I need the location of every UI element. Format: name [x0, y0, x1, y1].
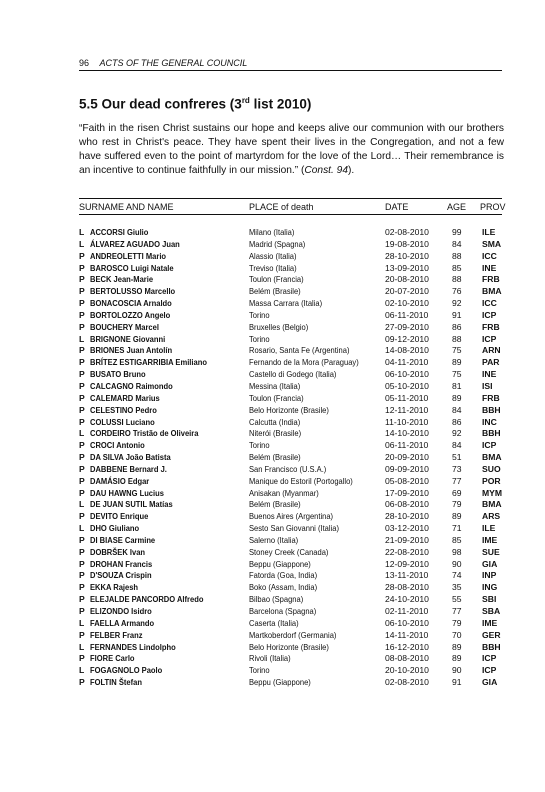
date-cell: 24-10-2010: [385, 594, 429, 605]
name-cell: FELBER Franz: [90, 629, 143, 640]
prov-cell: GER: [482, 629, 501, 640]
age-cell: 86: [452, 416, 462, 427]
name-cell: CALCAGNO Raimondo: [90, 380, 173, 391]
page-number: 96: [79, 58, 90, 68]
age-cell: 92: [452, 428, 462, 439]
table-row: [79, 452, 502, 464]
rank-cell: P: [79, 570, 85, 581]
place-cell: Madrid (Spagna): [249, 238, 306, 249]
prov-cell: ARS: [482, 511, 501, 522]
age-cell: 85: [452, 262, 462, 273]
prov-cell: BMA: [482, 499, 502, 510]
date-cell: 14-08-2010: [385, 345, 429, 356]
date-cell: 11-10-2010: [385, 416, 429, 427]
date-cell: 09-09-2010: [385, 463, 429, 474]
date-cell: 28-08-2010: [385, 582, 429, 593]
table-row: [79, 665, 502, 677]
age-cell: 51: [452, 452, 462, 463]
age-cell: 69: [452, 487, 462, 498]
name-cell: DEVITO Enrique: [90, 511, 149, 522]
header-rule: [79, 70, 502, 71]
name-cell: DA SILVA João Batista: [90, 452, 171, 463]
name-cell: DROHAN Francis: [90, 558, 153, 569]
place-cell: Treviso (Italia): [249, 262, 297, 273]
table-row: [79, 417, 502, 429]
rank-cell: P: [79, 677, 85, 688]
age-cell: 89: [452, 653, 462, 664]
name-cell: COLUSSI Luciano: [90, 416, 155, 427]
confreres-table-body: [79, 227, 502, 689]
place-cell: Rosario, Santa Fe (Argentina): [249, 345, 350, 356]
place-cell: Bruxelles (Belgio): [249, 321, 309, 332]
table-row: [79, 334, 502, 346]
name-cell: BRIONES Juan Antolín: [90, 345, 173, 356]
table-row: [79, 440, 502, 452]
date-cell: 05-10-2010: [385, 380, 429, 391]
age-cell: 70: [452, 629, 462, 640]
place-cell: Messina (Italia): [249, 380, 301, 391]
place-cell: Castello di Godego (Italia): [249, 369, 337, 380]
date-cell: 16-12-2010: [385, 641, 429, 652]
table-row: [79, 511, 502, 523]
name-cell: DE JUAN SUTIL Matías: [90, 499, 173, 510]
age-cell: 91: [452, 677, 462, 688]
place-cell: Torino: [249, 333, 270, 344]
place-cell: Rivoli (Italia): [249, 653, 291, 664]
table-row: [79, 322, 502, 334]
prov-cell: MYM: [482, 487, 503, 498]
place-cell: Belém (Brasile): [249, 286, 301, 297]
rank-cell: P: [79, 416, 85, 427]
prov-cell: ICP: [482, 653, 497, 664]
prov-cell: BBH: [482, 404, 501, 415]
age-cell: 84: [452, 238, 462, 249]
rank-cell: L: [79, 523, 85, 534]
place-cell: Belém (Brasile): [249, 452, 301, 463]
place-cell: Torino: [249, 665, 270, 676]
age-cell: 98: [452, 546, 462, 557]
prov-cell: ICP: [482, 665, 497, 676]
name-cell: BERTOLUSSO Marcello: [90, 286, 176, 297]
table-row: [79, 393, 502, 405]
place-cell: Niterói (Brasile): [249, 428, 302, 439]
date-cell: 08-08-2010: [385, 653, 429, 664]
prov-cell: INC: [482, 416, 497, 427]
rank-cell: P: [79, 475, 85, 486]
place-cell: Alassio (Italia): [249, 250, 297, 261]
date-cell: 20-10-2010: [385, 665, 429, 676]
prov-cell: SUE: [482, 546, 500, 557]
name-cell: FOLTIN Štefan: [90, 677, 142, 688]
table-row: [79, 381, 502, 393]
age-cell: 99: [452, 227, 462, 237]
running-title: ACTS OF THE GENERAL COUNCIL: [99, 58, 248, 68]
prov-cell: ICC: [482, 250, 497, 261]
table-row: [79, 357, 502, 369]
prov-cell: GIA: [482, 677, 498, 688]
rank-cell: L: [79, 227, 85, 237]
age-cell: 84: [452, 440, 462, 451]
date-cell: 03-12-2010: [385, 523, 429, 534]
table-row: [79, 677, 502, 689]
table-row: [79, 428, 502, 440]
name-cell: FIORE Carlo: [90, 653, 135, 664]
name-cell: BORTOLOZZO Angelo: [90, 309, 171, 320]
age-cell: 88: [452, 250, 462, 261]
prov-cell: SBI: [482, 594, 497, 605]
age-cell: 74: [452, 570, 462, 581]
date-cell: 04-11-2010: [385, 357, 429, 368]
table-row: [79, 251, 502, 263]
age-cell: 90: [452, 558, 462, 569]
place-cell: Belo Horizonte (Brasile): [249, 404, 329, 415]
date-cell: 06-08-2010: [385, 499, 429, 510]
name-cell: DABBENE Bernard J.: [90, 463, 167, 474]
age-cell: 88: [452, 274, 462, 285]
age-cell: 75: [452, 369, 462, 380]
rank-cell: P: [79, 594, 85, 605]
table-row: [79, 630, 502, 642]
name-cell: ELIZONDO Isidro: [90, 606, 152, 616]
table-row: [79, 559, 502, 571]
date-cell: 02-08-2010: [385, 677, 429, 688]
section-title-tail: list 2010): [249, 96, 312, 112]
place-cell: Anisakan (Myanmar): [249, 487, 319, 498]
prov-cell: ILE: [482, 227, 496, 237]
prov-cell: INE: [482, 262, 497, 273]
date-cell: 20-08-2010: [385, 274, 429, 285]
name-cell: BRIGNONE Giovanni: [90, 333, 166, 344]
running-header: [79, 58, 502, 68]
place-cell: Massa Carrara (Italia): [249, 298, 323, 309]
header-date: DATE: [385, 202, 409, 212]
date-cell: 20-07-2010: [385, 286, 429, 297]
table-row: [79, 488, 502, 500]
table-row: [79, 239, 502, 251]
rank-cell: P: [79, 452, 85, 463]
name-cell: CROCI Antonio: [90, 440, 145, 451]
section-title: [79, 96, 311, 112]
age-cell: 76: [452, 286, 462, 297]
place-cell: Salerno (Italia): [249, 534, 299, 545]
place-cell: Fatorda (Goa, India): [249, 570, 318, 581]
age-cell: 75: [452, 345, 462, 356]
age-cell: 77: [452, 475, 462, 486]
place-cell: Beppu (Giappone): [249, 558, 311, 569]
table-row: [79, 642, 502, 654]
rank-cell: P: [79, 345, 85, 356]
place-cell: Barcelona (Spagna): [249, 606, 317, 616]
name-cell: D'SOUZA Crispin: [90, 570, 152, 581]
place-cell: Milano (Italia): [249, 227, 295, 237]
name-cell: BONACOSCIA Arnaldo: [90, 298, 172, 309]
name-cell: EKKA Rajesh: [90, 582, 139, 593]
place-cell: Toulon (Francia): [249, 274, 304, 285]
date-cell: 02-08-2010: [385, 227, 429, 237]
place-cell: Toulon (Francia): [249, 392, 304, 403]
age-cell: 73: [452, 463, 462, 474]
rank-cell: P: [79, 653, 85, 664]
table-row: [79, 286, 502, 298]
name-cell: ÁLVAREZ AGUADO Juan: [90, 238, 180, 249]
rank-cell: P: [79, 274, 85, 285]
place-cell: Calcutta (India): [249, 416, 301, 427]
place-cell: Sesto San Giovanni (Italia): [249, 523, 339, 534]
date-cell: 22-08-2010: [385, 546, 429, 557]
table-row: [79, 274, 502, 286]
date-cell: 06-11-2010: [385, 309, 429, 320]
intro-paragraph: [79, 122, 504, 178]
rank-cell: P: [79, 309, 85, 320]
date-cell: 13-11-2010: [385, 570, 429, 581]
age-cell: 85: [452, 534, 462, 545]
prov-cell: BMA: [482, 286, 502, 297]
prov-cell: FRB: [482, 321, 500, 332]
age-cell: 90: [452, 665, 462, 676]
rank-cell: P: [79, 321, 85, 332]
place-cell: Buenos Aires (Argentina): [249, 511, 334, 522]
name-cell: DI BIASE Carmine: [90, 534, 156, 545]
name-cell: CORDEIRO Tristão de Oliveira: [90, 428, 199, 439]
age-cell: 79: [452, 499, 462, 510]
date-cell: 05-11-2010: [385, 392, 429, 403]
rank-cell: L: [79, 428, 85, 439]
date-cell: 06-11-2010: [385, 440, 429, 451]
table-header: [79, 198, 506, 215]
rank-cell: L: [79, 617, 85, 628]
prov-cell: INE: [482, 369, 497, 380]
rank-cell: P: [79, 357, 85, 368]
date-cell: 02-11-2010: [385, 606, 429, 616]
age-cell: 81: [452, 380, 462, 391]
name-cell: DAU HAWNG Lucius: [90, 487, 164, 498]
section-title-superscript: rd: [241, 96, 250, 105]
date-cell: 28-10-2010: [385, 511, 429, 522]
table-row: [79, 570, 502, 582]
header-prov: PROV: [480, 202, 506, 212]
name-cell: BAROSCO Luigi Natale: [90, 262, 174, 273]
table-row: [79, 227, 502, 239]
table-row: [79, 606, 502, 618]
rank-cell: L: [79, 333, 85, 344]
prov-cell: FRB: [482, 274, 500, 285]
name-cell: BECK Jean-Marie: [90, 274, 154, 285]
table-row: [79, 582, 502, 594]
header-age: AGE: [447, 202, 467, 212]
table-row: [79, 310, 502, 322]
age-cell: 89: [452, 357, 462, 368]
table-row: [79, 263, 502, 275]
header-place: PLACE of death: [249, 202, 314, 212]
rank-cell: P: [79, 487, 85, 498]
place-cell: Torino: [249, 440, 270, 451]
place-cell: Fernando de la Mora (Paraguay): [249, 357, 359, 368]
date-cell: 09-12-2010: [385, 333, 429, 344]
date-cell: 12-11-2010: [385, 404, 429, 415]
name-cell: DOBRŠEK Ivan: [90, 546, 146, 557]
table-row: [79, 523, 502, 535]
name-cell: DAMÁSIO Edgar: [90, 475, 150, 486]
age-cell: 84: [452, 404, 462, 415]
place-cell: Belo Horizonte (Brasile): [249, 641, 329, 652]
rank-cell: L: [79, 238, 85, 249]
name-cell: CALEMARD Marius: [90, 392, 160, 403]
rank-cell: P: [79, 380, 85, 391]
rank-cell: P: [79, 606, 85, 616]
table-row: [79, 594, 502, 606]
age-cell: 71: [452, 523, 462, 534]
rank-cell: P: [79, 404, 85, 415]
date-cell: 13-09-2010: [385, 262, 429, 273]
date-cell: 21-09-2010: [385, 534, 429, 545]
age-cell: 88: [452, 333, 462, 344]
rank-cell: P: [79, 369, 85, 380]
prov-cell: GIA: [482, 558, 498, 569]
table-row: [79, 369, 502, 381]
date-cell: 28-10-2010: [385, 250, 429, 261]
age-cell: 35: [452, 582, 462, 593]
header-name: SURNAME AND NAME: [79, 202, 174, 212]
prov-cell: ISI: [482, 380, 493, 391]
rank-cell: L: [79, 641, 85, 652]
rank-cell: L: [79, 665, 85, 676]
prov-cell: POR: [482, 475, 501, 486]
rank-cell: P: [79, 558, 85, 569]
date-cell: 19-08-2010: [385, 238, 429, 249]
name-cell: ANDREOLETTI Mario: [90, 250, 167, 261]
name-cell: CELESTINO Pedro: [90, 404, 157, 415]
rank-cell: P: [79, 582, 85, 593]
date-cell: 02-10-2010: [385, 298, 429, 309]
prov-cell: BMA: [482, 452, 502, 463]
rank-cell: P: [79, 250, 85, 261]
prov-cell: FRB: [482, 392, 500, 403]
name-cell: BOUCHERY Marcel: [90, 321, 159, 332]
name-cell: FOGAGNOLO Paolo: [90, 665, 163, 676]
prov-cell: ARN: [482, 345, 501, 356]
age-cell: 79: [452, 617, 462, 628]
table-row: [79, 653, 502, 665]
name-cell: ACCORSI Giulio: [90, 227, 149, 237]
rank-cell: P: [79, 629, 85, 640]
age-cell: 89: [452, 392, 462, 403]
rank-cell: P: [79, 463, 85, 474]
age-cell: 55: [452, 594, 462, 605]
name-cell: BRÍTEZ ESTIGARRIBIA Emiliano: [90, 357, 207, 368]
age-cell: 91: [452, 309, 462, 320]
rank-cell: P: [79, 440, 85, 451]
date-cell: 20-09-2010: [385, 452, 429, 463]
rank-cell: P: [79, 546, 85, 557]
prov-cell: SBA: [482, 606, 501, 616]
rank-cell: P: [79, 392, 85, 403]
prov-cell: ING: [482, 582, 498, 593]
table-row: [79, 464, 502, 476]
place-cell: Manique do Estoril (Portogallo): [249, 475, 353, 486]
intro-tail: ).: [347, 165, 355, 176]
date-cell: 06-10-2010: [385, 617, 429, 628]
name-cell: DHO Giuliano: [90, 523, 140, 534]
name-cell: FERNANDES Lindolpho: [90, 641, 176, 652]
rank-cell: L: [79, 499, 85, 510]
age-cell: 89: [452, 511, 462, 522]
name-cell: ELEJALDE PANCORDO Alfredo: [90, 594, 204, 605]
rank-cell: P: [79, 286, 85, 297]
date-cell: 14-10-2010: [385, 428, 429, 439]
table-row: [79, 476, 502, 488]
prov-cell: IME: [482, 534, 498, 545]
prov-cell: SUO: [482, 463, 501, 474]
prov-cell: ICP: [482, 440, 497, 451]
rank-cell: P: [79, 262, 85, 273]
age-cell: 92: [452, 298, 462, 309]
rank-cell: P: [79, 298, 85, 309]
table-row: [79, 298, 502, 310]
prov-cell: INP: [482, 570, 497, 581]
prov-cell: PAR: [482, 357, 500, 368]
date-cell: 14-11-2010: [385, 629, 429, 640]
table-row: [79, 345, 502, 357]
date-cell: 05-08-2010: [385, 475, 429, 486]
table-row: [79, 618, 502, 630]
prov-cell: BBH: [482, 428, 501, 439]
table-row: [79, 535, 502, 547]
table-row: [79, 499, 502, 511]
place-cell: Belém (Brasile): [249, 499, 301, 510]
prov-cell: ICP: [482, 333, 497, 344]
name-cell: BUSATO Bruno: [90, 369, 146, 380]
place-cell: Bilbao (Spagna): [249, 594, 304, 605]
date-cell: 17-09-2010: [385, 487, 429, 498]
place-cell: Torino: [249, 309, 270, 320]
place-cell: Martkoberdorf (Germania): [249, 629, 337, 640]
section-title-main: 5.5 Our dead confreres (3: [79, 96, 242, 112]
name-cell: FAELLA Armando: [90, 617, 155, 628]
place-cell: Boko (Assam, India): [249, 582, 318, 593]
rank-cell: P: [79, 511, 85, 522]
table-row: [79, 405, 502, 417]
place-cell: Caserta (Italia): [249, 617, 299, 628]
prov-cell: ICP: [482, 309, 497, 320]
place-cell: San Francisco (U.S.A.): [249, 463, 327, 474]
place-cell: Beppu (Giappone): [249, 677, 311, 688]
intro-citation: Const. 94: [304, 165, 348, 176]
prov-cell: ICC: [482, 298, 497, 309]
intro-quote: “Faith in the risen Christ sustains our hope and keeps alive our communion with our brothers who rest in Christ's peace. They have spent their lives in the Congregation, and not a few have suffered even to the point of martyrdom for the love of the Lord… Their remembrance is an incentive to continue faithfully in our mission.” (: [79, 123, 504, 176]
prov-cell: IME: [482, 617, 498, 628]
prov-cell: BBH: [482, 641, 501, 652]
date-cell: 12-09-2010: [385, 558, 429, 569]
age-cell: 89: [452, 641, 462, 652]
age-cell: 77: [452, 606, 462, 616]
date-cell: 06-10-2010: [385, 369, 429, 380]
place-cell: Stoney Creek (Canada): [249, 546, 329, 557]
prov-cell: ILE: [482, 523, 496, 534]
table-row: [79, 547, 502, 559]
date-cell: 27-09-2010: [385, 321, 429, 332]
prov-cell: SMA: [482, 238, 502, 249]
rank-cell: P: [79, 534, 85, 545]
age-cell: 86: [452, 321, 462, 332]
